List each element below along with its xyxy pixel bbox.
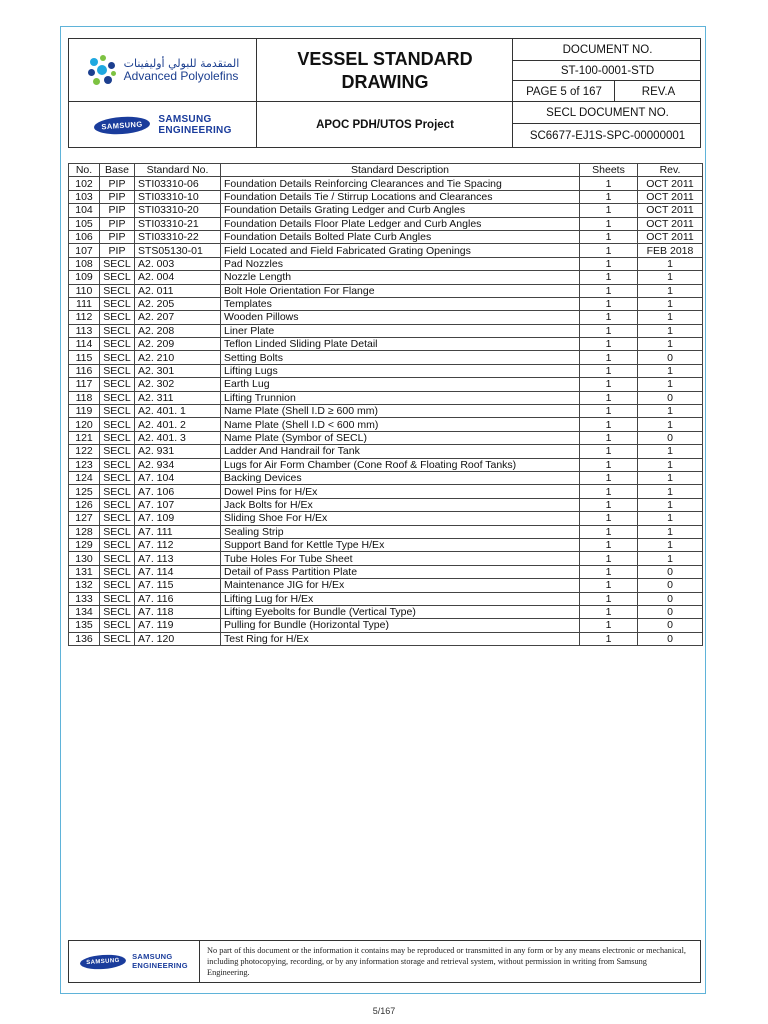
row-rev: OCT 2011 <box>638 230 703 243</box>
row-description: Lifting Lugs <box>221 364 580 377</box>
row-standard-no: A2. 207 <box>135 311 221 324</box>
row-base: SECL <box>100 351 135 364</box>
row-sheets: 1 <box>580 605 638 618</box>
row-standard-no: A2. 311 <box>135 391 221 404</box>
row-rev: 1 <box>638 471 703 484</box>
row-rev: 1 <box>638 525 703 538</box>
row-standard-no: STI03310-10 <box>135 190 221 203</box>
row-standard-no: A7. 107 <box>135 498 221 511</box>
table-row <box>69 592 703 605</box>
row-no: 118 <box>69 391 100 404</box>
row-sheets: 1 <box>580 271 638 284</box>
row-standard-no: A7. 115 <box>135 579 221 592</box>
row-no: 114 <box>69 338 100 351</box>
row-sheets: 1 <box>580 284 638 297</box>
row-description: Pad Nozzles <box>221 257 580 270</box>
document-no: ST-100-0001-STD <box>560 65 655 77</box>
row-description: Dowel Pins for H/Ex <box>221 485 580 498</box>
row-description: Support Band for Kettle Type H/Ex <box>221 538 580 551</box>
row-rev: 1 <box>638 338 703 351</box>
row-no: 106 <box>69 230 100 243</box>
row-standard-no: A2. 301 <box>135 364 221 377</box>
row-rev: 0 <box>638 592 703 605</box>
row-sheets: 1 <box>580 579 638 592</box>
company-name: Advanced Polyolefins <box>123 68 239 83</box>
table-row <box>69 244 703 257</box>
table-row <box>69 579 703 592</box>
row-no: 119 <box>69 405 100 418</box>
row-base: SECL <box>100 619 135 632</box>
footer-samsung-logo: SAMSUNG SAMSUNG ENGINEERING <box>69 941 199 982</box>
row-base: SECL <box>100 257 135 270</box>
row-sheets: 1 <box>580 378 638 391</box>
col-base-header: Base <box>100 164 135 177</box>
row-base: SECL <box>100 485 135 498</box>
row-rev: 0 <box>638 619 703 632</box>
row-base: SECL <box>100 271 135 284</box>
row-base: SECL <box>100 284 135 297</box>
row-no: 134 <box>69 605 100 618</box>
table-row <box>69 297 703 310</box>
row-no: 122 <box>69 445 100 458</box>
row-description: Lugs for Air Form Chamber (Cone Roof & Floating Roof Tanks) <box>221 458 580 471</box>
row-no: 107 <box>69 244 100 257</box>
row-no: 125 <box>69 485 100 498</box>
row-sheets: 1 <box>580 552 638 565</box>
row-no: 117 <box>69 378 100 391</box>
row-no: 115 <box>69 351 100 364</box>
row-description: Tube Holes For Tube Sheet <box>221 552 580 565</box>
row-sheets: 1 <box>580 257 638 270</box>
row-no: 127 <box>69 512 100 525</box>
title-line-1: VESSEL STANDARD <box>297 49 473 69</box>
row-sheets: 1 <box>580 592 638 605</box>
row-no: 120 <box>69 418 100 431</box>
row-standard-no: A7. 112 <box>135 538 221 551</box>
row-rev: 1 <box>638 405 703 418</box>
row-sheets: 1 <box>580 632 638 645</box>
secl-document-label: SECL DOCUMENT NO. <box>546 107 669 119</box>
row-no: 113 <box>69 324 100 337</box>
row-sheets: 1 <box>580 418 638 431</box>
table-row <box>69 605 703 618</box>
row-no: 108 <box>69 257 100 270</box>
col-sheets-header: Sheets <box>580 164 638 177</box>
secl-document-no: SC6677-EJ1S-SPC-00000001 <box>529 130 686 142</box>
row-rev: 0 <box>638 351 703 364</box>
title-block <box>68 38 701 148</box>
row-description: Setting Bolts <box>221 351 580 364</box>
row-standard-no: STS05130-01 <box>135 244 221 257</box>
row-rev: 0 <box>638 605 703 618</box>
row-no: 126 <box>69 498 100 511</box>
row-description: Name Plate (Symbor of SECL) <box>221 431 580 444</box>
row-sheets: 1 <box>580 458 638 471</box>
standards-table <box>68 163 703 646</box>
row-base: SECL <box>100 471 135 484</box>
row-sheets: 1 <box>580 619 638 632</box>
row-rev: 0 <box>638 565 703 578</box>
row-base: PIP <box>100 230 135 243</box>
row-sheets: 1 <box>580 445 638 458</box>
table-row <box>69 431 703 444</box>
title-line-2: DRAWING <box>341 71 429 92</box>
row-rev: 1 <box>638 512 703 525</box>
row-base: PIP <box>100 217 135 230</box>
row-rev: 1 <box>638 458 703 471</box>
row-description: Foundation Details Tie / Stirrup Locations and Clearances <box>221 190 580 203</box>
table-row <box>69 512 703 525</box>
row-sheets: 1 <box>580 364 638 377</box>
row-no: 102 <box>69 177 100 190</box>
row-rev: 1 <box>638 498 703 511</box>
table-row <box>69 271 703 284</box>
row-base: PIP <box>100 244 135 257</box>
row-rev: 1 <box>638 257 703 270</box>
row-sheets: 1 <box>580 204 638 217</box>
row-standard-no: A7. 120 <box>135 632 221 645</box>
row-description: Jack Bolts for H/Ex <box>221 498 580 511</box>
table-row <box>69 445 703 458</box>
project-name: APOC PDH/UTOS Project <box>316 119 454 131</box>
row-base: SECL <box>100 579 135 592</box>
table-row <box>69 311 703 324</box>
table-row <box>69 485 703 498</box>
row-sheets: 1 <box>580 297 638 310</box>
row-rev: OCT 2011 <box>638 217 703 230</box>
document-no-label: DOCUMENT NO. <box>562 44 653 56</box>
row-no: 132 <box>69 579 100 592</box>
table-row <box>69 284 703 297</box>
row-description: Detail of Pass Partition Plate <box>221 565 580 578</box>
row-standard-no: A2. 209 <box>135 338 221 351</box>
row-no: 105 <box>69 217 100 230</box>
row-sheets: 1 <box>580 244 638 257</box>
col-no-header: No. <box>69 164 100 177</box>
col-standard-no-header: Standard No. <box>135 164 221 177</box>
row-standard-no: A7. 119 <box>135 619 221 632</box>
row-description: Pulling for Bundle (Horizontal Type) <box>221 619 580 632</box>
row-no: 131 <box>69 565 100 578</box>
row-description: Maintenance JIG for H/Ex <box>221 579 580 592</box>
table-row <box>69 525 703 538</box>
advanced-polyolefins-logo <box>69 39 257 102</box>
row-description: Bolt Hole Orientation For Flange <box>221 284 580 297</box>
row-description: Name Plate (Shell I.D ≥ 600 mm) <box>221 405 580 418</box>
row-base: PIP <box>100 204 135 217</box>
row-rev: 1 <box>638 538 703 551</box>
row-standard-no: A2. 931 <box>135 445 221 458</box>
row-standard-no: A2. 401. 3 <box>135 431 221 444</box>
row-standard-no: A2. 401. 1 <box>135 405 221 418</box>
row-base: SECL <box>100 311 135 324</box>
row-rev: 1 <box>638 445 703 458</box>
page-number: 5/167 <box>372 1006 396 1016</box>
row-base: SECL <box>100 592 135 605</box>
row-no: 104 <box>69 204 100 217</box>
row-sheets: 1 <box>580 471 638 484</box>
row-sheets: 1 <box>580 311 638 324</box>
samsung-logo-icon: SAMSUNG <box>94 115 151 136</box>
table-row <box>69 619 703 632</box>
table-header-row <box>69 164 703 177</box>
row-base: SECL <box>100 364 135 377</box>
row-description: Name Plate (Shell I.D < 600 mm) <box>221 418 580 431</box>
samsung-logo-icon: SAMSUNG <box>80 953 127 970</box>
table-row <box>69 217 703 230</box>
table-row <box>69 471 703 484</box>
row-rev: OCT 2011 <box>638 190 703 203</box>
row-rev: FEB 2018 <box>638 244 703 257</box>
row-standard-no: A7. 106 <box>135 485 221 498</box>
row-rev: 1 <box>638 378 703 391</box>
row-base: SECL <box>100 431 135 444</box>
row-rev: 1 <box>638 364 703 377</box>
row-standard-no: A2. 004 <box>135 271 221 284</box>
row-rev: 0 <box>638 431 703 444</box>
table-row <box>69 351 703 364</box>
table-row <box>69 190 703 203</box>
row-base: SECL <box>100 378 135 391</box>
row-no: 128 <box>69 525 100 538</box>
row-base: SECL <box>100 324 135 337</box>
row-standard-no: A7. 113 <box>135 552 221 565</box>
row-rev: 1 <box>638 418 703 431</box>
row-no: 123 <box>69 458 100 471</box>
row-sheets: 1 <box>580 498 638 511</box>
row-rev: 1 <box>638 485 703 498</box>
row-sheets: 1 <box>580 351 638 364</box>
row-standard-no: STI03310-20 <box>135 204 221 217</box>
row-sheets: 1 <box>580 217 638 230</box>
row-description: Foundation Details Bolted Plate Curb Angles <box>221 230 580 243</box>
row-standard-no: A2. 208 <box>135 324 221 337</box>
row-base: SECL <box>100 418 135 431</box>
page-count: PAGE 5 of 167 <box>526 85 602 98</box>
row-base: SECL <box>100 445 135 458</box>
table-row <box>69 538 703 551</box>
row-standard-no: A7. 109 <box>135 512 221 525</box>
row-description: Nozzle Length <box>221 271 580 284</box>
row-standard-no: A2. 210 <box>135 351 221 364</box>
col-description-header: Standard Description <box>221 164 580 177</box>
row-standard-no: A2. 011 <box>135 284 221 297</box>
table-row <box>69 338 703 351</box>
row-rev: OCT 2011 <box>638 204 703 217</box>
row-sheets: 1 <box>580 538 638 551</box>
row-sheets: 1 <box>580 431 638 444</box>
row-description: Test Ring for H/Ex <box>221 632 580 645</box>
row-no: 130 <box>69 552 100 565</box>
row-no: 116 <box>69 364 100 377</box>
row-base: SECL <box>100 405 135 418</box>
row-no: 111 <box>69 297 100 310</box>
row-base: PIP <box>100 177 135 190</box>
row-standard-no: A7. 114 <box>135 565 221 578</box>
row-base: SECL <box>100 552 135 565</box>
row-sheets: 1 <box>580 391 638 404</box>
row-standard-no: A7. 116 <box>135 592 221 605</box>
row-description: Backing Devices <box>221 471 580 484</box>
row-no: 129 <box>69 538 100 551</box>
row-base: SECL <box>100 632 135 645</box>
company-arabic-name: المتقدمة للبولي أوليفينات <box>123 56 240 70</box>
row-standard-no: A2. 934 <box>135 458 221 471</box>
row-sheets: 1 <box>580 177 638 190</box>
row-no: 103 <box>69 190 100 203</box>
table-row <box>69 324 703 337</box>
row-base: SECL <box>100 498 135 511</box>
row-sheets: 1 <box>580 405 638 418</box>
row-no: 121 <box>69 431 100 444</box>
drawing-title <box>257 39 513 102</box>
row-rev: 1 <box>638 311 703 324</box>
table-row <box>69 204 703 217</box>
row-no: 112 <box>69 311 100 324</box>
row-description: Foundation Details Reinforcing Clearances and Tie Spacing <box>221 177 580 190</box>
row-sheets: 1 <box>580 512 638 525</box>
row-base: SECL <box>100 391 135 404</box>
row-no: 135 <box>69 619 100 632</box>
row-description: Ladder And Handrail for Tank <box>221 445 580 458</box>
row-base: SECL <box>100 458 135 471</box>
table-row <box>69 177 703 190</box>
row-no: 110 <box>69 284 100 297</box>
table-row <box>69 391 703 404</box>
row-standard-no: A2. 205 <box>135 297 221 310</box>
row-no: 136 <box>69 632 100 645</box>
row-base: SECL <box>100 512 135 525</box>
row-standard-no: A2. 302 <box>135 378 221 391</box>
row-rev: 0 <box>638 632 703 645</box>
row-description: Teflon Linded Sliding Plate Detail <box>221 338 580 351</box>
row-sheets: 1 <box>580 485 638 498</box>
row-standard-no: STI03310-21 <box>135 217 221 230</box>
table-row <box>69 364 703 377</box>
apo-logo-icon <box>87 54 119 88</box>
table-row <box>69 458 703 471</box>
table-row <box>69 257 703 270</box>
row-description: Foundation Details Grating Ledger and Curb Angles <box>221 204 580 217</box>
row-rev: 1 <box>638 324 703 337</box>
row-base: PIP <box>100 190 135 203</box>
row-no: 109 <box>69 271 100 284</box>
table-row <box>69 418 703 431</box>
table-row <box>69 565 703 578</box>
row-description: Sliding Shoe For H/Ex <box>221 512 580 525</box>
row-base: SECL <box>100 525 135 538</box>
row-standard-no: A7. 118 <box>135 605 221 618</box>
table-row <box>69 230 703 243</box>
row-description: Foundation Details Floor Plate Ledger and Curb Angles <box>221 217 580 230</box>
row-standard-no: A2. 003 <box>135 257 221 270</box>
row-no: 124 <box>69 471 100 484</box>
row-no: 133 <box>69 592 100 605</box>
row-rev: 1 <box>638 552 703 565</box>
row-base: SECL <box>100 297 135 310</box>
row-sheets: 1 <box>580 338 638 351</box>
row-sheets: 1 <box>580 525 638 538</box>
row-rev: 1 <box>638 271 703 284</box>
row-rev: 1 <box>638 284 703 297</box>
row-base: SECL <box>100 605 135 618</box>
row-sheets: 1 <box>580 190 638 203</box>
row-sheets: 1 <box>580 230 638 243</box>
row-description: Earth Lug <box>221 378 580 391</box>
row-base: SECL <box>100 338 135 351</box>
row-description: Lifting Trunnion <box>221 391 580 404</box>
row-base: SECL <box>100 565 135 578</box>
row-sheets: 1 <box>580 565 638 578</box>
row-description: Lifting Lug for H/Ex <box>221 592 580 605</box>
row-standard-no: A2. 401. 2 <box>135 418 221 431</box>
row-description: Field Located and Field Fabricated Grating Openings <box>221 244 580 257</box>
row-description: Liner Plate <box>221 324 580 337</box>
table-row <box>69 378 703 391</box>
row-sheets: 1 <box>580 324 638 337</box>
row-rev: 1 <box>638 297 703 310</box>
row-description: Lifting Eyebolts for Bundle (Vertical Type) <box>221 605 580 618</box>
row-rev: OCT 2011 <box>638 177 703 190</box>
col-rev-header: Rev. <box>638 164 703 177</box>
row-rev: 0 <box>638 391 703 404</box>
row-standard-no: A7. 104 <box>135 471 221 484</box>
row-standard-no: STI03310-06 <box>135 177 221 190</box>
table-row <box>69 632 703 645</box>
row-standard-no: STI03310-22 <box>135 230 221 243</box>
row-base: SECL <box>100 538 135 551</box>
row-description: Templates <box>221 297 580 310</box>
revision: REV.A <box>641 85 676 98</box>
table-row <box>69 405 703 418</box>
table-row <box>69 498 703 511</box>
copyright-notice: No part of this document or the information it contains may be reproduced or transmitted in any form or by any means electronic or mechanical, including photocopying, recording, or by any information storage and retrieval system, without permission in writing from Samsung Engineering. <box>207 946 686 977</box>
row-description: Sealing Strip <box>221 525 580 538</box>
row-rev: 0 <box>638 579 703 592</box>
table-row <box>69 552 703 565</box>
row-standard-no: A7. 111 <box>135 525 221 538</box>
footer-block <box>68 940 701 983</box>
row-description: Wooden Pillows <box>221 311 580 324</box>
samsung-engineering-logo: SAMSUNG SAMSUNG ENGINEERING <box>69 102 257 148</box>
